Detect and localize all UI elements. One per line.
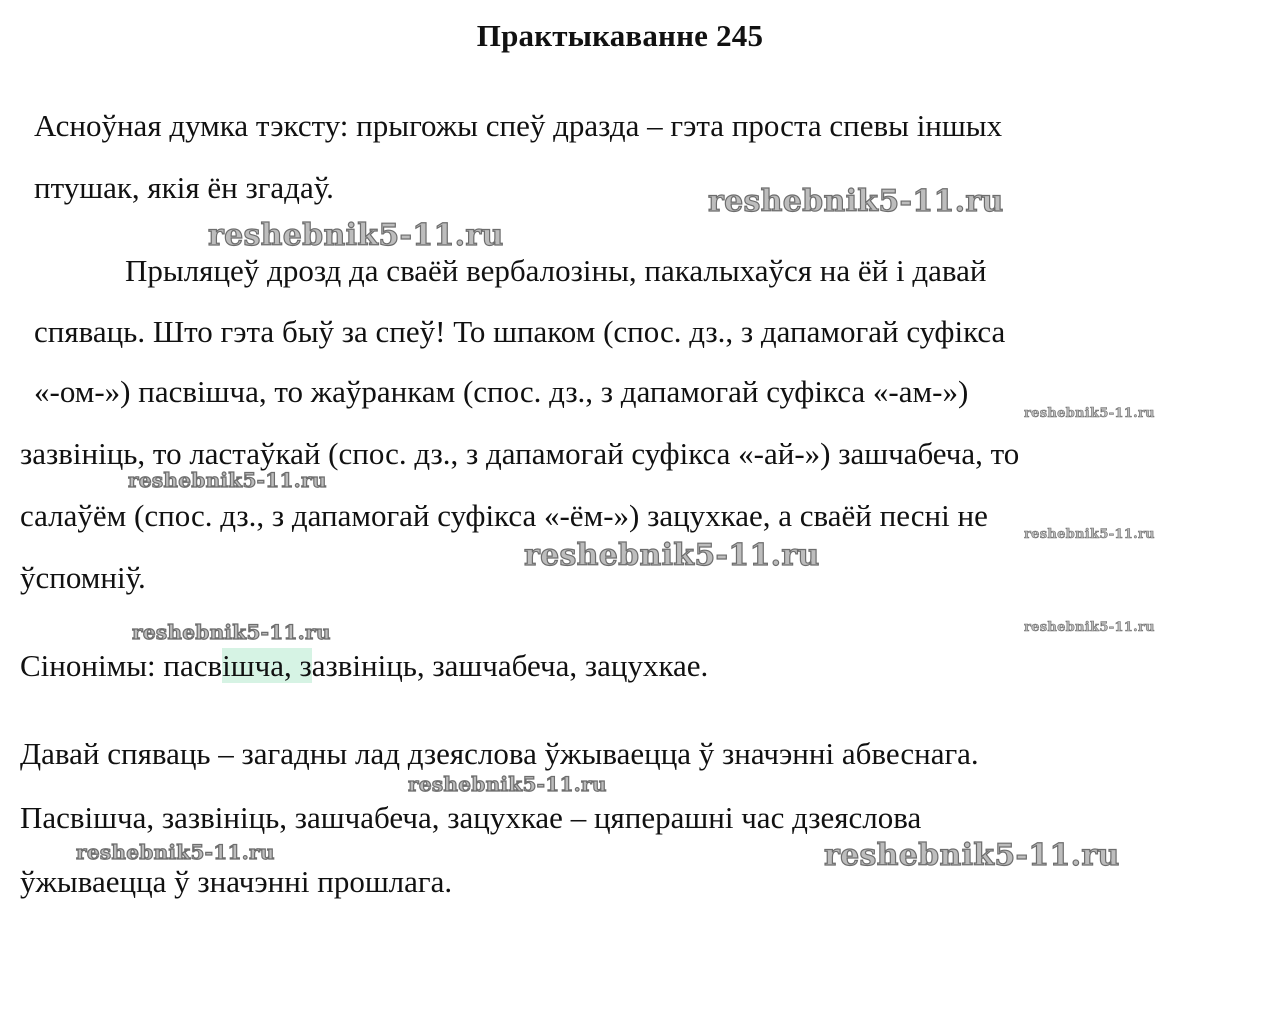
main-idea-line-2: птушак, якія ён згадаў.: [34, 170, 334, 205]
grammar-line-1: Давай спяваць – загадны лад дзеяслова ўжываецца ў значэнні абвеснага.: [20, 736, 979, 771]
grammar-line-3: ўжываецца ў значэнні прошлага.: [20, 864, 453, 899]
watermark: reshebnik5-11.ru: [132, 620, 331, 644]
synonyms-highlight: ішча, з: [222, 648, 312, 683]
watermark: reshebnik5-11.ru: [208, 218, 504, 253]
text-line-2: спяваць. Што гэта быў за спеў! То шпаком (спос. дз., з дапамогай суфікса: [34, 314, 1006, 349]
text-line-4: зазвініць, то ластаўкай (спос. дз., з дапамогай суфікса «-ай-») зашчабеча, то: [20, 436, 1020, 471]
watermark: reshebnik5-11.ru: [1024, 527, 1155, 542]
synonyms-line: [20, 648, 708, 684]
synonyms-text-end: азвініць, зашчабеча, зацухкае.: [311, 648, 709, 683]
watermark: reshebnik5-11.ru: [128, 468, 327, 492]
watermark: reshebnik5-11.ru: [1024, 406, 1155, 421]
text-line-5: салаўём (спос. дз., з дапамогай суфікса «-ём-») зацухкае, а сваёй песні не: [20, 498, 988, 533]
main-idea-line-1: Асноўная думка тэксту: прыгожы спеў дразда – гэта проста спевы іншых: [34, 108, 1003, 143]
text-line-1: Прыляцеў дрозд да сваёй вербалозіны, пакалыхаўся на ёй і давай: [125, 253, 987, 288]
page-title: Практыкаванне 245: [476, 18, 764, 53]
text-line-3: «-ом-») пасвішча, то жаўранкам (спос. дз., з дапамогай суфікса «-ам-»): [34, 374, 969, 409]
watermark: reshebnik5-11.ru: [824, 838, 1120, 873]
synonyms-text-start: Сінонімы: пасв: [20, 648, 223, 683]
text-line-6: ўспомніў.: [20, 560, 146, 595]
watermark: reshebnik5-11.ru: [76, 840, 275, 864]
watermark: reshebnik5-11.ru: [524, 538, 820, 573]
watermark: reshebnik5-11.ru: [408, 772, 607, 796]
watermark: reshebnik5-11.ru: [1024, 620, 1155, 635]
grammar-line-2: Пасвішча, зазвініць, зашчабеча, зацухкае – цяперашні час дзеяслова: [20, 800, 922, 835]
watermark: reshebnik5-11.ru: [708, 184, 1004, 219]
